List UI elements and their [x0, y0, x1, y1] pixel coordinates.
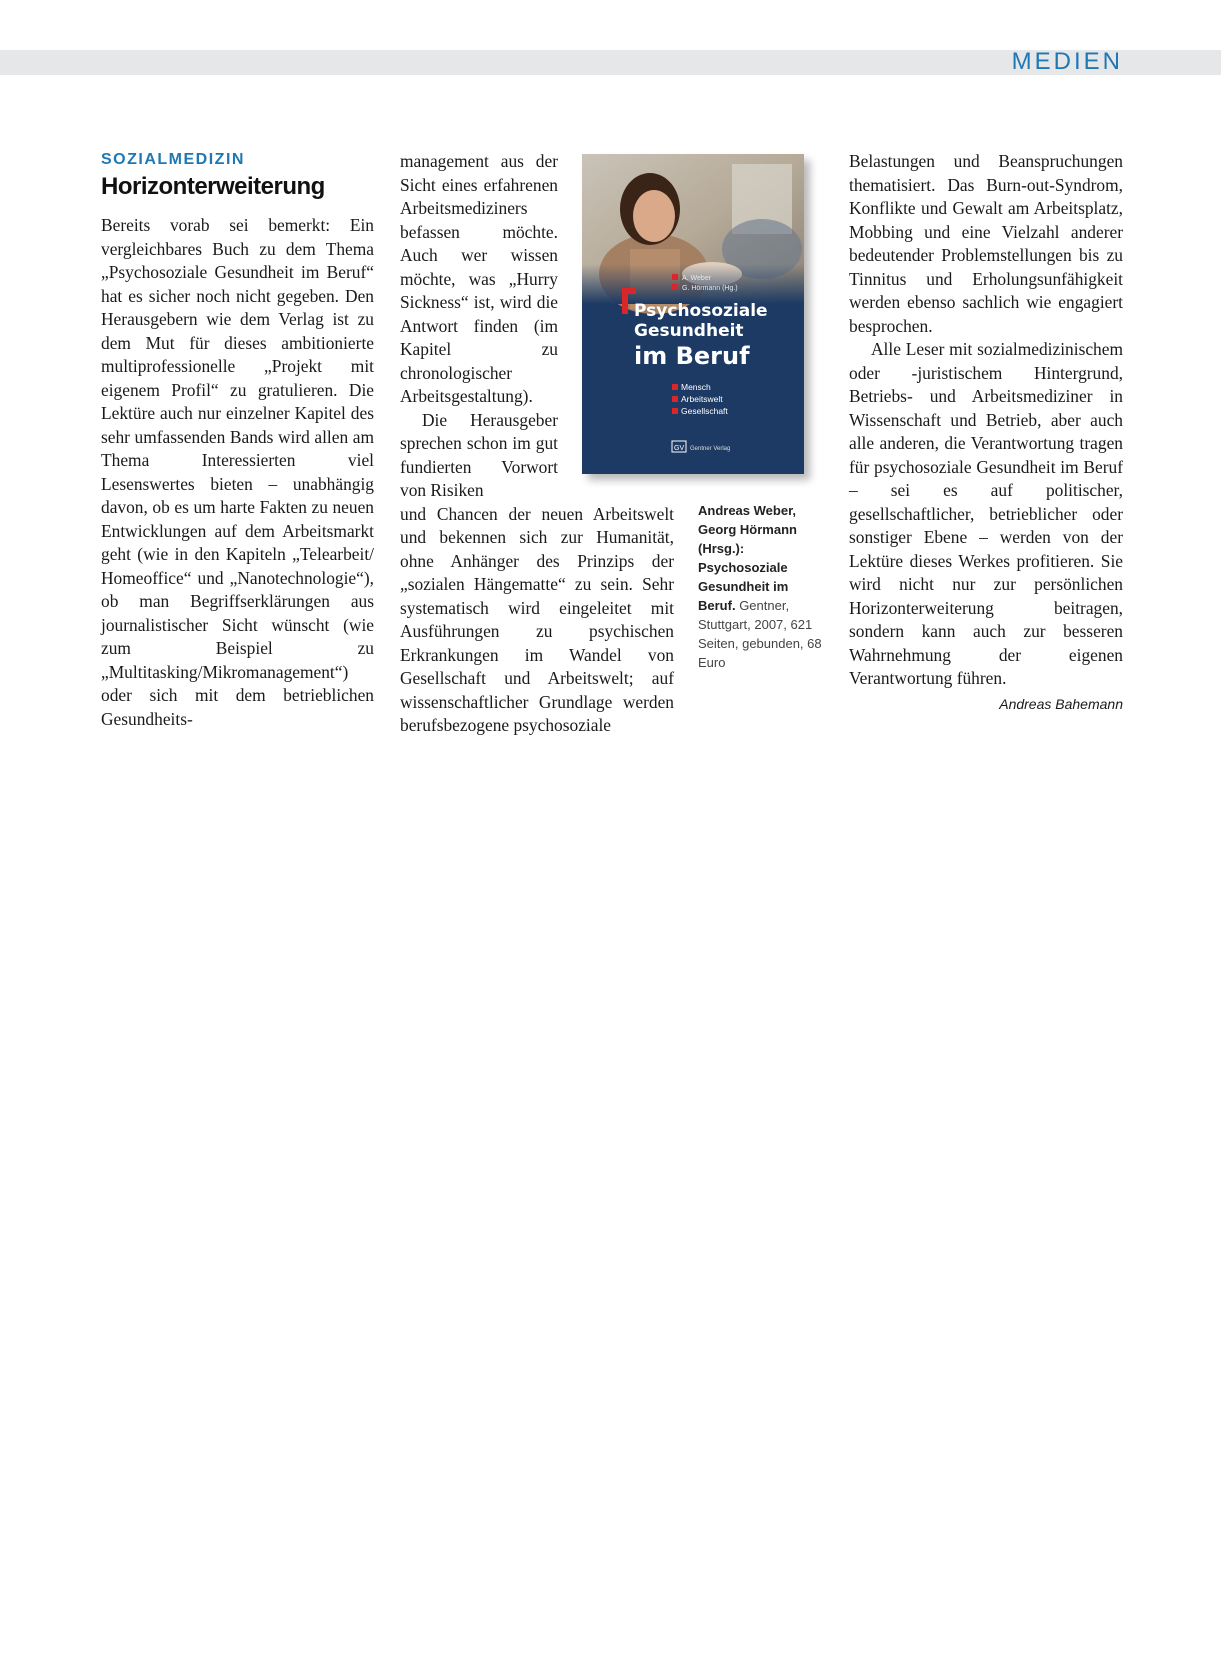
- column-2-paragraph-2-start: Die Herausgeber sprechen schon im gut fundierten Vorwort von Risiken: [400, 409, 558, 500]
- cover-author-1: A. Weber: [682, 275, 712, 282]
- caption-bold: Andreas Weber, Georg Hörmann (Hrsg.): Psychosoziale Gesundheit im Beruf.: [698, 503, 797, 613]
- cover-title-line-1: Psychosoziale: [634, 301, 768, 321]
- book-cover-illustration: [582, 154, 804, 474]
- column-2-paragraph-1: management aus der Sicht eines erfahrenen Arbeitsmediziners befassen möchte. Auch wer wissen möchte, was „Hurry Sickness“ ist, wird die Antwort finden (im Kapitel zu chronologischer Arbeitsgestaltung).: [400, 151, 558, 406]
- column-3-paragraph-2: Alle Leser mit sozialmedizinischem oder -juristischem Hintergrund, Betriebs- und Arbeitsmediziner in Wissenschaft und Betrieb, aber auch alle anderen, die Verantwortung tragen für psychosoziale Gesundheit im Beruf – sei es auf politischer, gesellschaftlicher, betrieblicher oder sonstiger Ebene – werden von der Lektüre dieses Werkes profitieren. Sie wird nicht nur zur persönlichen Horizonterweiterung beitragen, sondern kann auch zur besseren Wahrnehmung der eigenen Verantwortung führen.: [849, 339, 1123, 688]
- cover-publisher: Gentner Verlag: [690, 446, 731, 452]
- section-label: MEDIEN: [1011, 48, 1123, 75]
- article-signature: Andreas Bahemann: [999, 695, 1123, 712]
- cover-title-line-2: Gesundheit: [634, 321, 744, 341]
- column-2-narrow-block: [400, 150, 558, 503]
- cover-author-2: G. Hörmann (Hg.): [682, 285, 738, 292]
- column-2-paragraph-2-continued: und Chancen der neuen Arbeitswelt und bekennen sich zur Humanität, ohne Anhänger des Prinzips der „sozialen Hängematte“ zu sein. Sehr systematisch wird eingeleitet mit Ausführungen zu psychischen Erkrankungen im Wandel von Gesellschaft und Arbeitswelt; auf wissenschaftlicher Grundlage werden berufsbezogene psychosoziale: [400, 503, 674, 735]
- column-3: [849, 150, 1123, 715]
- publisher-logo: GV: [674, 445, 685, 452]
- book-caption: [698, 501, 828, 672]
- caption-details: Gentner, Stuttgart, 2007, 621 Seiten, gebunden, 68 Euro: [698, 598, 822, 670]
- article-title: Horizonterweiterung: [101, 173, 325, 200]
- column-1: [101, 150, 374, 731]
- cover-bullet-3: Gesellschaft: [681, 406, 728, 416]
- column-1-paragraph: Bereits vorab sei bemerkt: Ein vergleichbares Buch zu dem Thema „Psychosoziale Gesundheit im Beruf“ hat es sicher noch nicht gegeben. Den Herausgebern wie dem Verlag ist zu dem Mut für dieses ambitionierte multiprofessionelle „Projekt mit eigenem Profil“ zu gratulieren. Die Lektüre auch nur einzelner Kapitel des sehr umfassenden Bands wird allen am Thema Interessierten viel Lesenswertes bieten – unabhängig davon, ob es um harte Fakten zu neuen Entwicklungen auf dem Arbeitsmarkt geht (wie in den Kapiteln „Telearbeit/ Homeoffice“ und „Nanotechnologie“), ob man Begriffserklärungen aus journalistischer Sicht wünscht (wie zum Beispiel zu „Multitasking/Mikromanagement“) oder sich mit dem betrieblichen Gesundheits-: [101, 215, 374, 729]
- cover-bullet-2: Arbeitswelt: [681, 394, 723, 404]
- book-cover: [582, 154, 804, 474]
- column-3-paragraph-1: Belastungen und Beanspruchungen thematisiert. Das Burn-out-Syndrom, Konflikte und Gewalt am Arbeitsplatz, Mobbing und eine Vielzahl anderer bedeutender Problemstellungen bis zu Tinnitus und Erholungsunfähigkeit werden ebenso sachlich wie engagiert besprochen.: [849, 151, 1123, 336]
- article-kicker: SOZIALMEDIZIN: [101, 151, 245, 168]
- cover-title-line-3: im Beruf: [634, 342, 750, 370]
- cover-bullet-1: Mensch: [681, 382, 711, 392]
